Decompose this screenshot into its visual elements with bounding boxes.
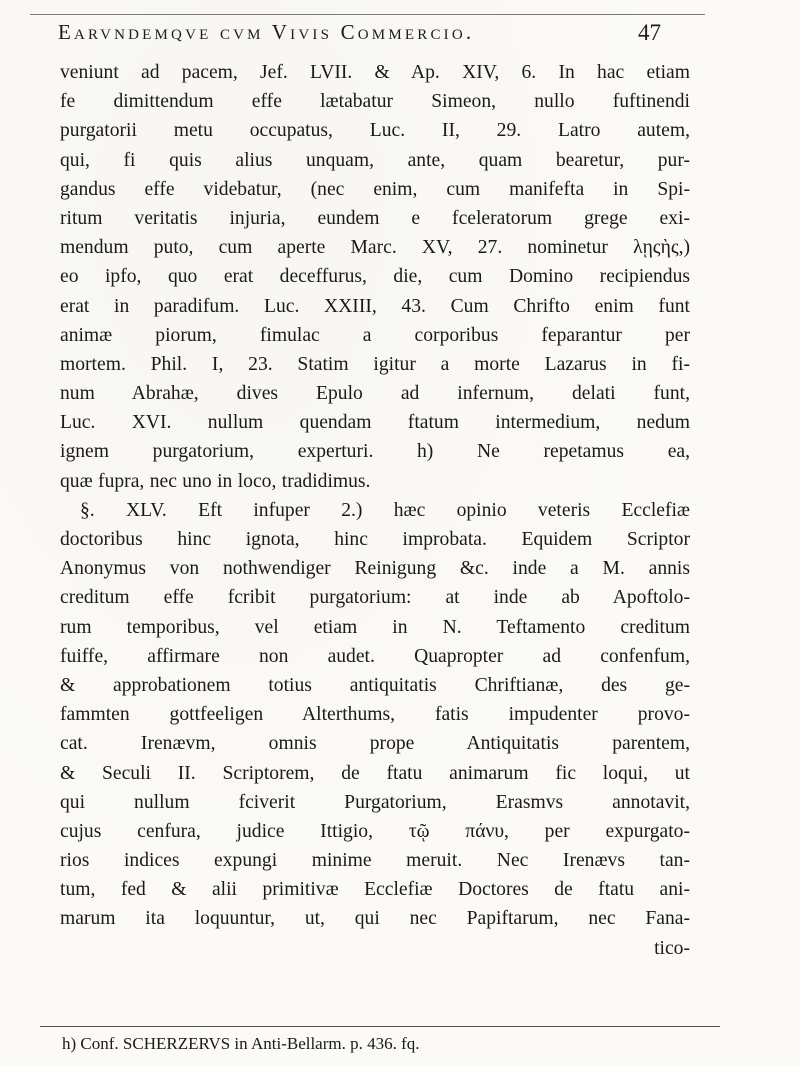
text-line: fe dimittendum effe lætabatur Simeon, nullo fuftinendi (60, 91, 690, 113)
text-line: marum ita loquuntur, ut, qui nec Papiftarum, nec Fana- (60, 908, 690, 930)
text-line: doctoribus hinc ignota, hinc improbata. Equidem Scriptor (60, 529, 690, 550)
text-line: tum, fed & alii primitivæ Ecclefiæ Doctores de ftatu ani- (60, 879, 690, 901)
text-line: mortem. Phil. I, 23. Statim igitur a morte Lazarus in fi- (60, 353, 690, 375)
text-line: Luc. XVI. nullum quendam ftatum intermedium, nedum (60, 412, 690, 434)
text-line: cat. Irenævm, omnis prope Antiquitatis parentem, (60, 733, 690, 755)
text-line: qui nullum fciverit Purgatorium, Erasmvs annotavit, (60, 791, 690, 813)
page-number: 47 (638, 20, 661, 45)
text-line: Anonymus von nothwendiger Reinigung &c. inde a M. annis (60, 558, 690, 580)
body-text (60, 58, 690, 963)
text-line: animæ piorum, fimulac a corporibus feparantur per (60, 324, 690, 346)
paragraph-end-line: quæ fupra, nec uno in loco, tradidimus. (60, 470, 371, 492)
text-line: purgatorii metu occupatus, Luc. II, 29. Latro autem, (60, 120, 690, 142)
text-line: ignem purgatorium, experturi. h) Ne repetamus ea, (60, 441, 690, 463)
text-line: & approbationem totius antiquitatis Chriftianæ, des ge- (60, 674, 690, 696)
running-header: Earvndemqve cvm Vivis Commercio. (58, 20, 475, 44)
text-line: gandus effe videbatur, (nec enim, cum manifefta in Spi- (60, 178, 690, 200)
catchword-line: tico- (654, 937, 690, 959)
text-line: ritum veritatis injuria, eundem e fceleratorum grege exi- (60, 207, 690, 229)
footnote-rule (40, 1026, 720, 1027)
text-line: fuiffe, affirmare non audet. Quapropter ad confenfum, (60, 645, 690, 667)
text-line: cujus cenfura, judice Ittigio, τῷ πάνυ, per expurgato- (60, 820, 690, 842)
section-heading-line: §. XLV. Eft infuper 2.) hæc opinio veteris Ecclefiæ (80, 499, 690, 521)
text-line: mendum puto, cum aperte Marc. XV, 27. nominetur λῃςὴς,) (60, 237, 690, 259)
text-line: erat in paradifum. Luc. XXIII, 43. Cum Chrifto enim funt (60, 295, 690, 317)
footnote: h) Conf. SCHERZERVS in Anti-Bellarm. p. 436. fq. (62, 1034, 420, 1053)
text-line: rum temporibus, vel etiam in N. Teftamento creditum (60, 616, 690, 638)
text-line: rios indices expungi minime meruit. Nec Irenævs tan- (60, 850, 690, 872)
text-line: qui, fi quis alius unquam, ante, quam bearetur, pur- (60, 149, 690, 171)
text-line: & Seculi II. Scriptorem, de ftatu animarum fic loqui, ut (60, 762, 690, 784)
text-line: creditum effe fcribit purgatorium: at inde ab Apoftolo- (60, 587, 690, 609)
text-line: veniunt ad pacem, Jef. LVII. & Ap. XIV, 6. In hac etiam (60, 62, 690, 83)
text-line: fammten gottfeeligen Alterthums, fatis impudenter provo- (60, 704, 690, 726)
header-rule (30, 14, 705, 15)
text-line: num Abrahæ, dives Epulo ad infernum, delati funt, (60, 383, 690, 405)
text-line: eo ipfo, quo erat deceffurus, die, cum Domino recipiendus (60, 266, 690, 288)
